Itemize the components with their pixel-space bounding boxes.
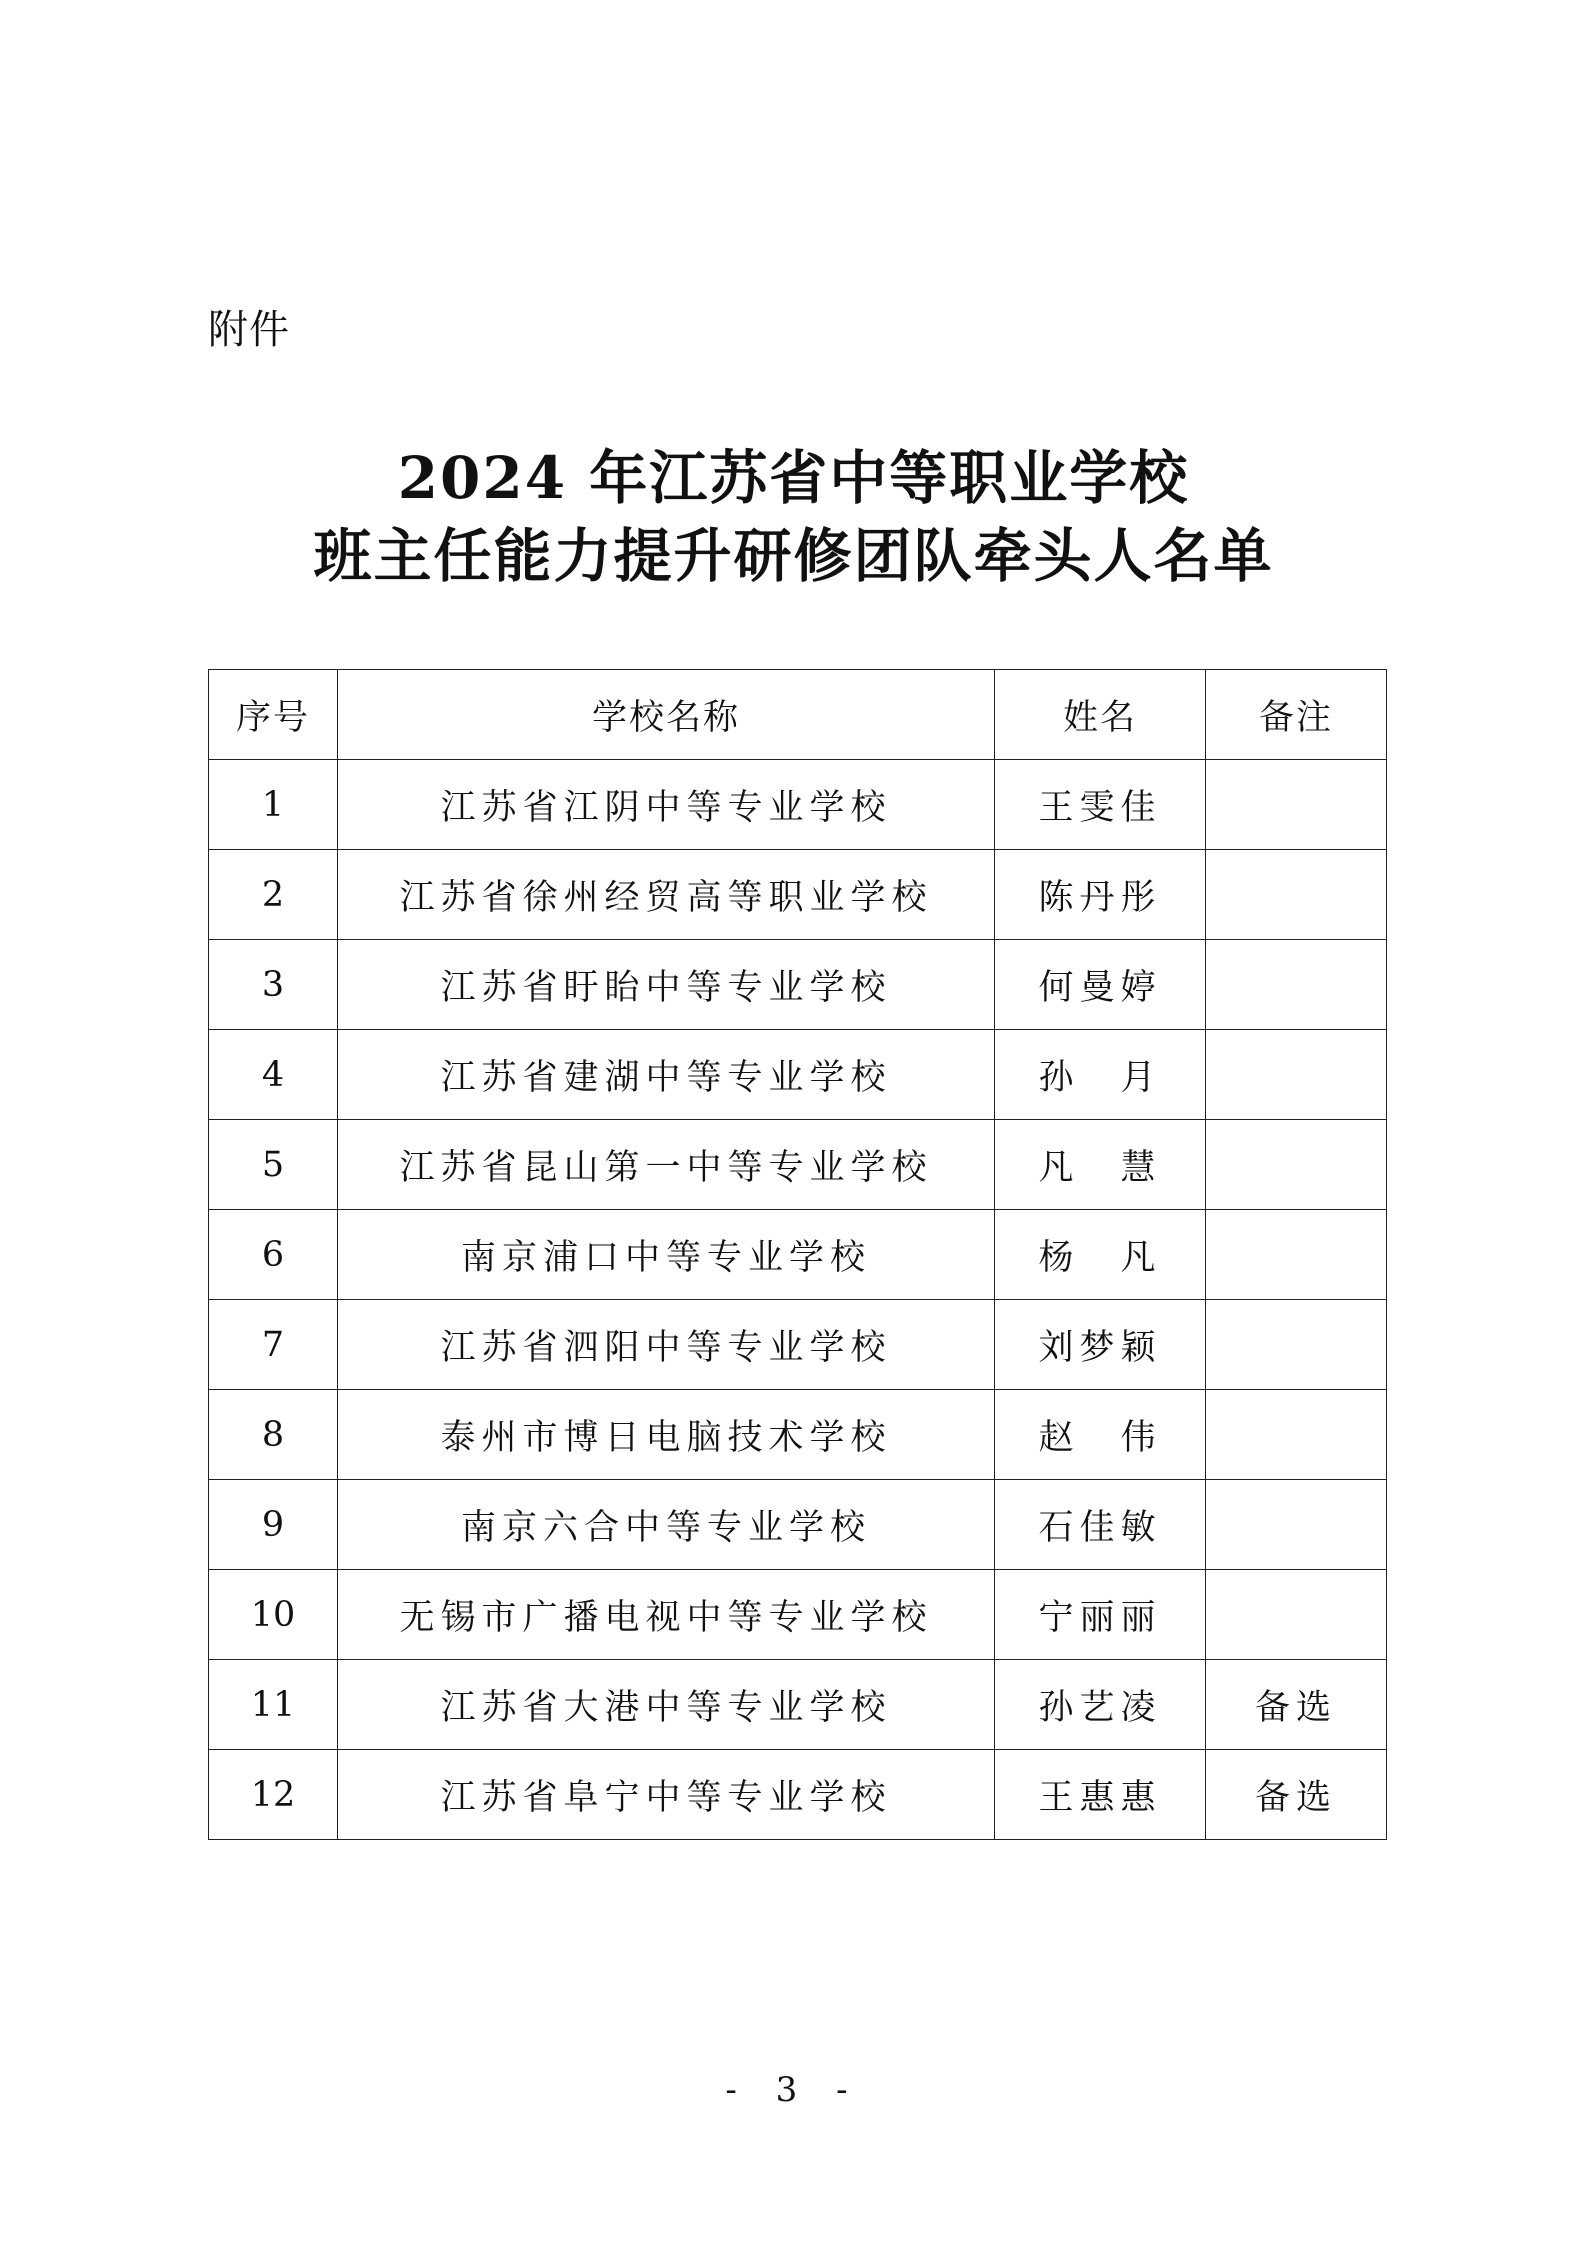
row-seq: 2 [209, 850, 338, 940]
row-seq: 8 [209, 1390, 338, 1480]
row-note [1206, 1030, 1387, 1120]
row-school: 无锡市广播电视中等专业学校 [338, 1570, 995, 1660]
row-note [1206, 1120, 1387, 1210]
row-seq: 6 [209, 1210, 338, 1300]
table-row [209, 760, 1387, 850]
row-school: 江苏省阜宁中等专业学校 [338, 1750, 995, 1840]
table-row [209, 1030, 1387, 1120]
table-row [209, 940, 1387, 1030]
table-row [209, 1660, 1387, 1750]
row-school: 江苏省大港中等专业学校 [338, 1660, 995, 1750]
row-name: 陈丹彤 [995, 850, 1206, 940]
row-note [1206, 1210, 1387, 1300]
row-name: 赵 伟 [995, 1390, 1206, 1480]
row-seq: 7 [209, 1300, 338, 1390]
row-school: 泰州市博日电脑技术学校 [338, 1390, 995, 1480]
document-title-line-1: 2024 年江苏省中等职业学校 [397, 444, 1190, 512]
header-name: 姓名 [995, 670, 1206, 760]
row-seq: 4 [209, 1030, 338, 1120]
row-name: 杨 凡 [995, 1210, 1206, 1300]
row-name: 王惠惠 [995, 1750, 1206, 1840]
document-title-line-2: 班主任能力提升研修团队牵头人名单 [313, 522, 1274, 590]
header-note: 备注 [1206, 670, 1387, 760]
row-note [1206, 760, 1387, 850]
row-note [1206, 1570, 1387, 1660]
row-seq: 10 [209, 1570, 338, 1660]
row-seq: 3 [209, 940, 338, 1030]
row-school: 南京浦口中等专业学校 [338, 1210, 995, 1300]
table-row [209, 1570, 1387, 1660]
table-row [209, 1390, 1387, 1480]
row-note: 备选 [1206, 1750, 1387, 1840]
row-name: 石佳敏 [995, 1480, 1206, 1570]
row-school: 江苏省泗阳中等专业学校 [338, 1300, 995, 1390]
row-name: 凡 慧 [995, 1120, 1206, 1210]
leader-roster-table [208, 669, 1387, 1840]
row-school: 江苏省昆山第一中等专业学校 [338, 1120, 995, 1210]
row-note [1206, 1300, 1387, 1390]
row-note [1206, 1390, 1387, 1480]
row-name: 刘梦颖 [995, 1300, 1206, 1390]
row-name: 何曼婷 [995, 940, 1206, 1030]
row-note [1206, 940, 1387, 1030]
row-school: 江苏省徐州经贸高等职业学校 [338, 850, 995, 940]
row-name: 宁丽丽 [995, 1570, 1206, 1660]
row-name: 王雯佳 [995, 760, 1206, 850]
row-school: 江苏省盱眙中等专业学校 [338, 940, 995, 1030]
row-seq: 5 [209, 1120, 338, 1210]
attachment-label: 附件 [208, 307, 290, 353]
row-note [1206, 1480, 1387, 1570]
row-name: 孙 月 [995, 1030, 1206, 1120]
row-seq: 1 [209, 760, 338, 850]
table-row [209, 850, 1387, 940]
row-school: 江苏省建湖中等专业学校 [338, 1030, 995, 1120]
row-school: 江苏省江阴中等专业学校 [338, 760, 995, 850]
table-row [209, 1120, 1387, 1210]
row-name: 孙艺凌 [995, 1660, 1206, 1750]
table-header-row [209, 670, 1387, 760]
table-row [209, 1750, 1387, 1840]
header-seq: 序号 [209, 670, 338, 760]
row-note: 备选 [1206, 1660, 1387, 1750]
row-school: 南京六合中等专业学校 [338, 1480, 995, 1570]
table-row [209, 1300, 1387, 1390]
row-seq: 11 [209, 1660, 338, 1750]
row-seq: 9 [209, 1480, 338, 1570]
page-number: - 3 - [725, 2070, 862, 2110]
row-note [1206, 850, 1387, 940]
header-school: 学校名称 [338, 670, 995, 760]
table-row [209, 1480, 1387, 1570]
table-row [209, 1210, 1387, 1300]
row-seq: 12 [209, 1750, 338, 1840]
